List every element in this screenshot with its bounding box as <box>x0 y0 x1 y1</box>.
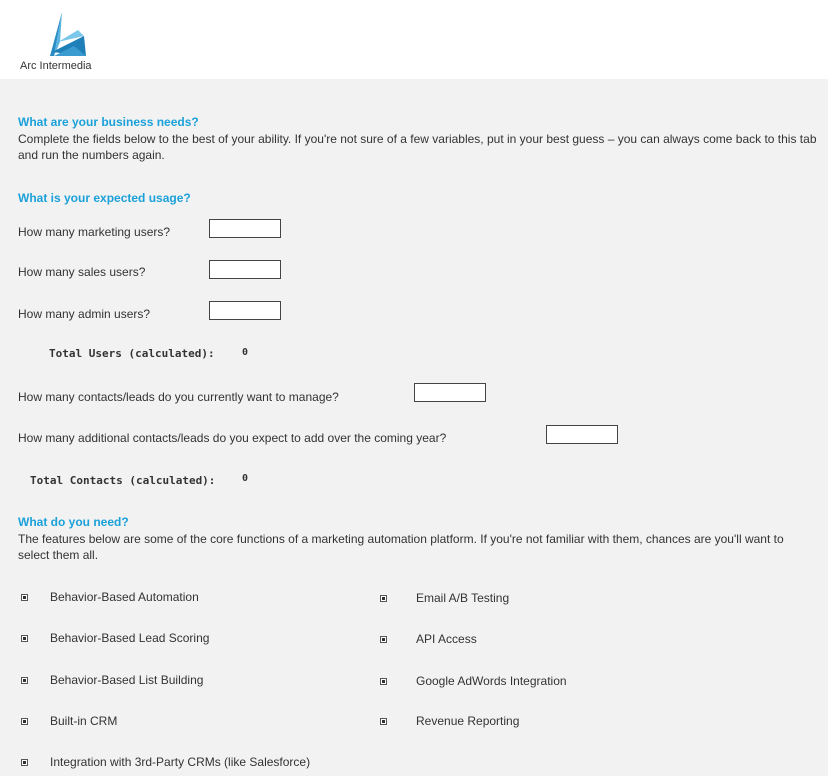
feature-label: Behavior-Based List Building <box>50 673 204 687</box>
logo <box>20 12 120 74</box>
feature-label: Integration with 3rd-Party CRMs (like Salesforce) <box>50 755 311 769</box>
header <box>0 0 828 79</box>
admin-users-input[interactable] <box>209 301 281 320</box>
arc-logo-icon <box>48 12 88 58</box>
business-needs-heading: What are your business needs? <box>18 115 199 129</box>
additional-contacts-label: How many additional contacts/leads do you expect to add over the coming year? <box>18 431 447 445</box>
total-contacts-label: Total Contacts (calculated): <box>30 474 216 487</box>
checkbox-checked-icon[interactable] <box>380 718 387 725</box>
logo-text: Arc Intermedia <box>20 60 92 72</box>
contacts-label: How many contacts/leads do you currently want to manage? <box>18 390 339 404</box>
feature-label: Built-in CRM <box>50 714 118 728</box>
feature-built-in-crm[interactable] <box>21 713 117 729</box>
sales-users-input[interactable] <box>209 260 281 279</box>
checkbox-checked-icon[interactable] <box>21 677 28 684</box>
feature-label: Behavior-Based Lead Scoring <box>50 631 210 645</box>
marketing-users-input[interactable] <box>209 219 281 238</box>
needs-heading: What do you need? <box>18 515 129 529</box>
feature-label: Revenue Reporting <box>416 714 520 728</box>
feature-email-ab-testing[interactable] <box>380 590 509 606</box>
feature-label: Google AdWords Integration <box>416 674 567 688</box>
total-users-label: Total Users (calculated): <box>49 347 215 360</box>
business-needs-description: Complete the fields below to the best of your ability. If you're not sure of a few variables, put in your best guess – you can always come back to this tab and run the numbers again. <box>18 132 817 162</box>
feature-label: API Access <box>416 632 477 646</box>
checkbox-checked-icon[interactable] <box>21 594 28 601</box>
feature-google-adwords-integration[interactable] <box>380 673 567 689</box>
feature-revenue-reporting[interactable] <box>380 713 519 729</box>
checkbox-checked-icon[interactable] <box>380 678 387 685</box>
feature-behavior-based-lead-scoring[interactable] <box>21 630 209 646</box>
feature-behavior-based-list-building[interactable] <box>21 672 203 688</box>
contacts-input[interactable] <box>414 383 486 402</box>
additional-contacts-input[interactable] <box>546 425 618 444</box>
sales-users-label: How many sales users? <box>18 265 146 279</box>
admin-users-label: How many admin users? <box>18 307 151 321</box>
needs-description: The features below are some of the core functions of a marketing automation platform. If you're not familiar with them, chances are you'll want to select them all. <box>18 532 784 562</box>
marketing-users-label: How many marketing users? <box>18 225 171 239</box>
checkbox-checked-icon[interactable] <box>380 595 387 602</box>
total-users-value: 0 <box>242 347 249 358</box>
feature-label: Behavior-Based Automation <box>50 590 199 604</box>
checkbox-checked-icon[interactable] <box>380 636 387 643</box>
feature-behavior-based-automation[interactable] <box>21 589 199 605</box>
checkbox-checked-icon[interactable] <box>21 718 28 725</box>
checkbox-checked-icon[interactable] <box>21 759 28 766</box>
feature-label: Email A/B Testing <box>416 591 510 605</box>
main-form <box>0 79 828 776</box>
feature-api-access[interactable] <box>380 631 477 647</box>
total-contacts-value: 0 <box>242 473 249 484</box>
feature-third-party-crm-integration[interactable] <box>21 754 310 770</box>
expected-usage-heading: What is your expected usage? <box>18 191 191 205</box>
checkbox-checked-icon[interactable] <box>21 635 28 642</box>
